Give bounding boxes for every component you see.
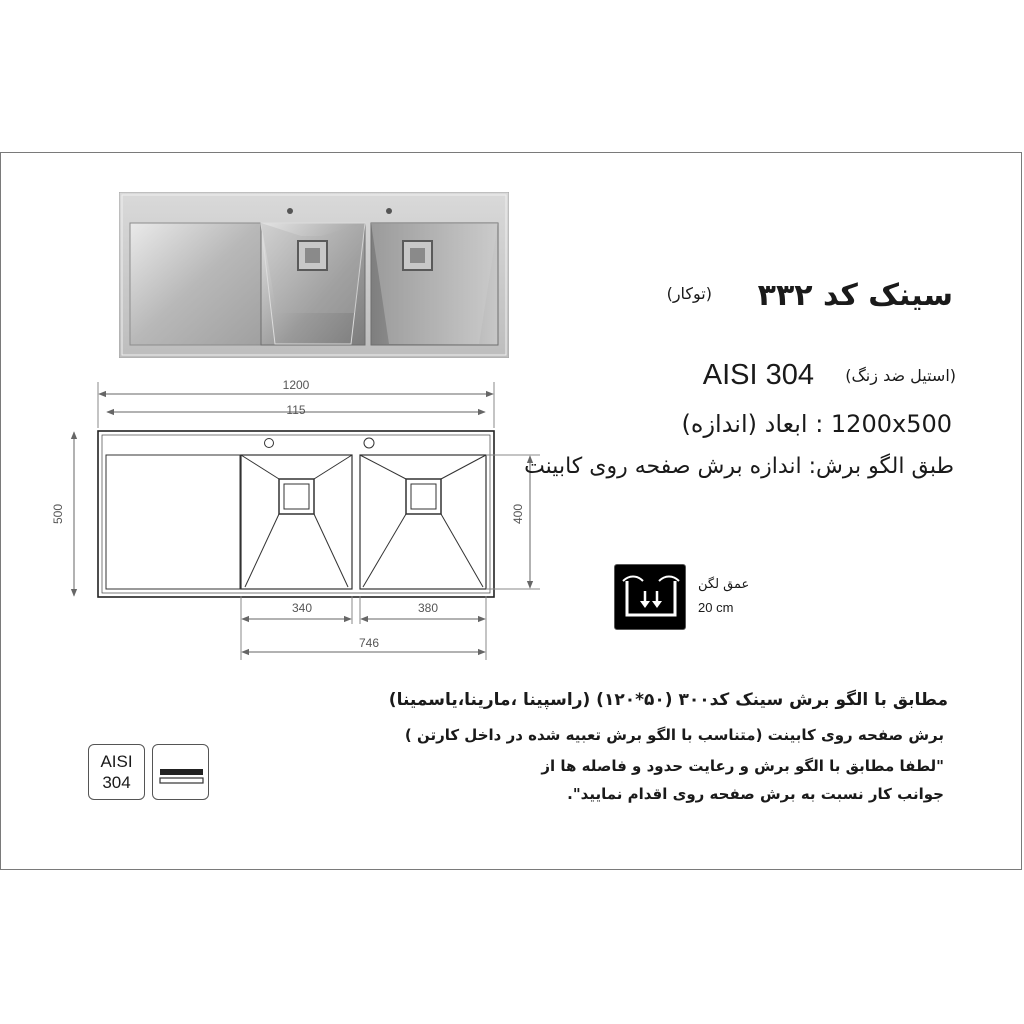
bowl-depth-value: 20 cm xyxy=(698,600,734,615)
product-title-note: (توکار) xyxy=(666,284,712,303)
material-note: (استیل ضد زنگ) xyxy=(845,366,956,385)
dimension-drawing xyxy=(40,372,560,662)
dimensions-line: 1200x500 : ابعاد (اندازه) xyxy=(681,410,952,438)
aisi-badge-line1: AISI xyxy=(100,752,133,771)
dim-inner-width: 115 xyxy=(286,403,306,417)
bowl-depth-label: عمق لگن xyxy=(698,577,750,592)
note-instruction-line1: "لطفا مطابق با الگو برش و رعایت حدود و فاصله ها از xyxy=(541,757,944,775)
dim-overall-width: 1200 xyxy=(282,378,310,392)
product-title: سینک کد ۳۳۲ xyxy=(757,278,953,313)
dim-bowls-total-width: 746 xyxy=(358,636,380,650)
note-template-compatibility: مطابق با الگو برش سینک کد۳۰۰ (۵۰*۱۲۰) (راسپینا ،مارینا،یاسمینا) xyxy=(388,690,948,710)
undermount-sink-icon xyxy=(152,744,209,800)
bowl-depth-icon xyxy=(614,564,686,630)
dim-bowl-depth: 400 xyxy=(511,503,525,525)
material-code: AISI 304 xyxy=(702,359,814,391)
sink-photo xyxy=(119,192,509,358)
template-line: طبق الگو برش: اندازه برش صفحه روی کابینت xyxy=(524,454,954,479)
dim-left-bowl-width: 340 xyxy=(291,601,313,615)
note-instruction-line2: جوانب کار نسبت به برش صفحه روی اقدام نمایید". xyxy=(567,785,944,803)
aisi-304-badge xyxy=(88,744,145,800)
note-cutting-guide: برش صفحه روی کابینت (متناسب با الگو برش تعبیه شده در داخل کارتن ) xyxy=(404,726,944,744)
dim-right-bowl-width: 380 xyxy=(417,601,439,615)
aisi-badge-line2: 304 xyxy=(102,773,131,792)
dim-depth: 500 xyxy=(51,503,65,525)
